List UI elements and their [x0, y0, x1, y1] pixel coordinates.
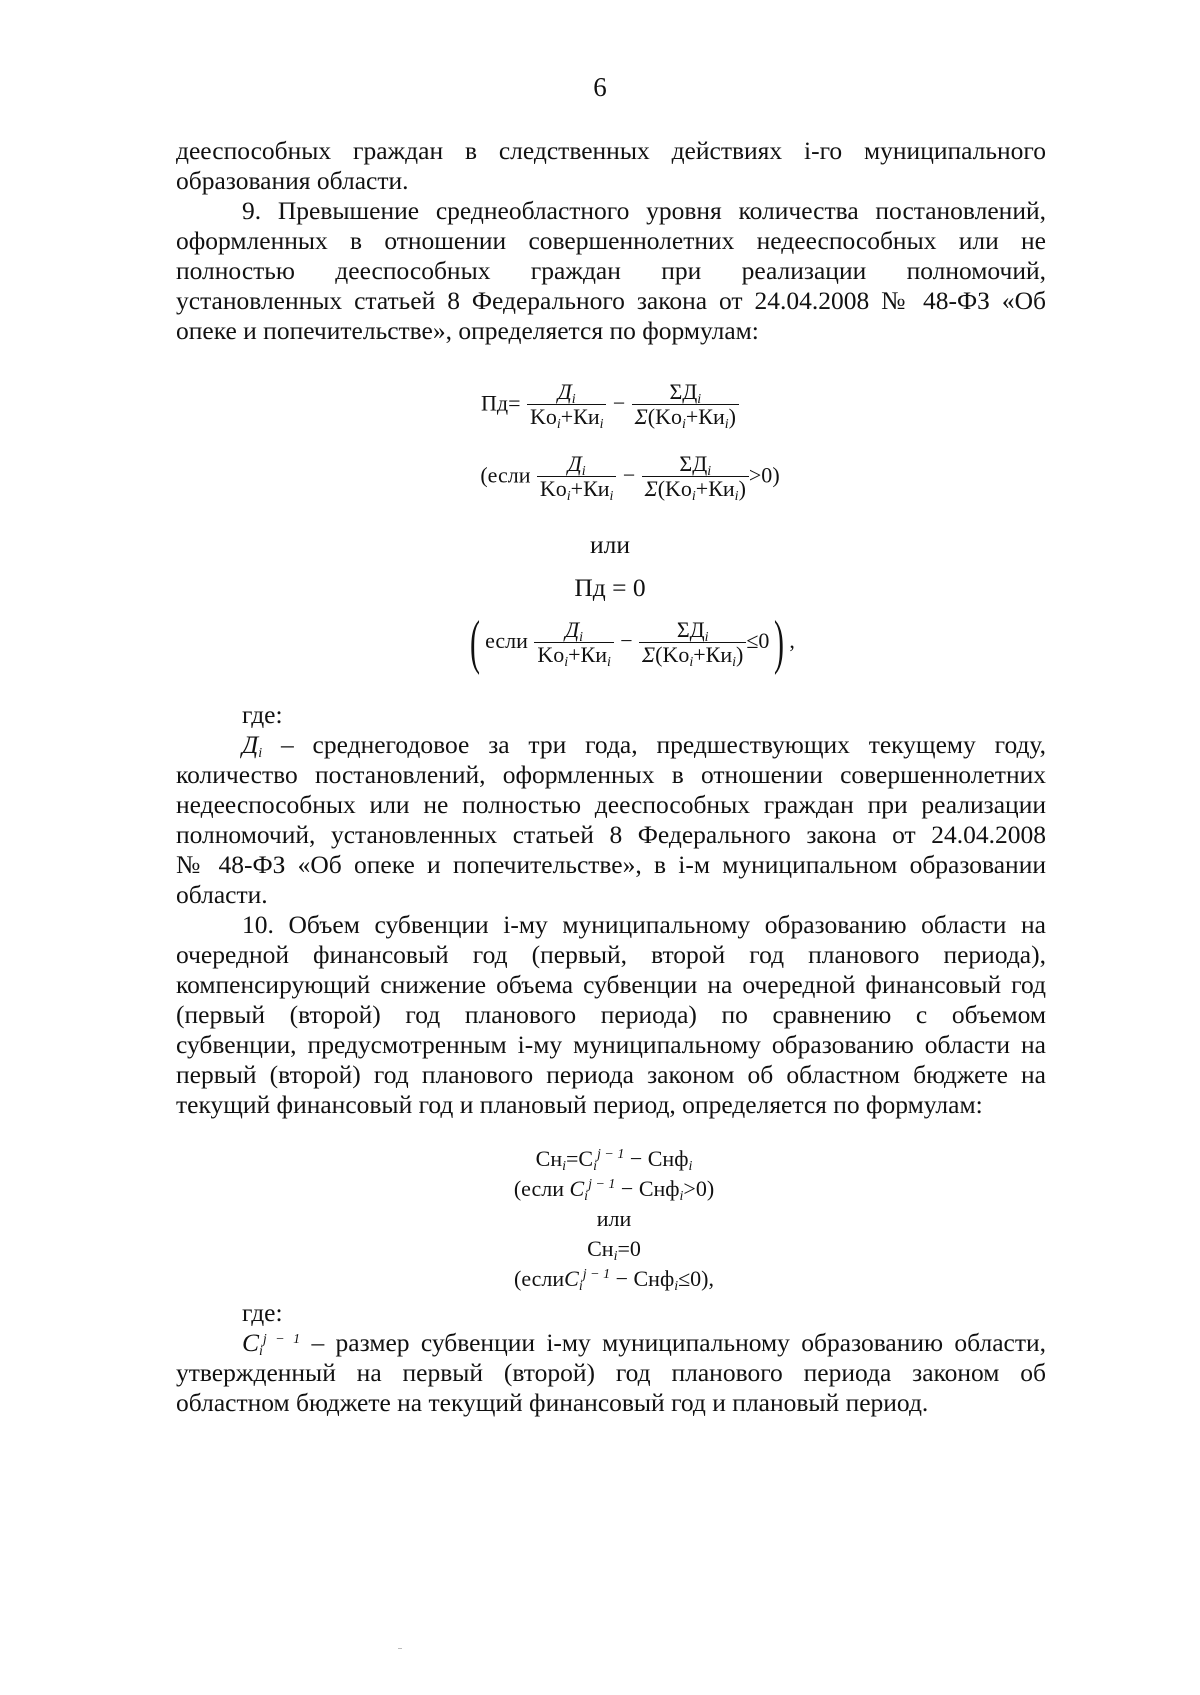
text-line: опеке и попечительстве», определяется по формулам:	[176, 316, 759, 345]
formula-symbol: Сн	[587, 1236, 614, 1261]
subscript: i	[579, 629, 584, 645]
formula-pd-zero: Пд = 0	[574, 573, 646, 602]
text-line: первый (второй) год планового периода законом об областном бюджете на	[176, 1060, 1046, 1089]
formula-symbol: =	[617, 1236, 630, 1261]
formula-symbol: +	[570, 476, 584, 501]
formula-symbol: ,	[789, 627, 795, 653]
text-line: 10. Объем субвенции i-му муниципальному образованию области на	[242, 910, 1046, 939]
subscript: i	[556, 417, 561, 432]
formula-symbol: Σ	[644, 476, 658, 501]
formula-symbol: Ки	[708, 476, 735, 501]
formula-symbol: C	[578, 1146, 594, 1171]
subscript: i	[258, 746, 263, 761]
formula-symbol: Пд	[481, 390, 509, 416]
paragraph-continuation	[176, 136, 1046, 196]
formula-symbol: )	[738, 476, 746, 501]
fraction	[642, 451, 749, 504]
formula-symbol: Ки	[573, 404, 600, 429]
formula-symbol: Σ	[676, 616, 690, 642]
formula-symbol: −	[629, 1146, 643, 1171]
formula-symbol: (	[655, 641, 663, 667]
formula-symbol: Ки	[583, 476, 610, 501]
text-line: образования области.	[176, 166, 409, 195]
subscript: i	[584, 1189, 589, 1204]
subscript: i	[689, 654, 694, 670]
subscript: i	[707, 464, 712, 479]
subscript: i	[606, 654, 611, 670]
text-line-content: – размер субвенции i-му муниципальному образованию области,	[311, 1328, 1047, 1357]
formula-symbol: >0)	[683, 1176, 715, 1201]
formula-symbol: Д	[557, 379, 572, 404]
formula-symbol: Д	[242, 730, 259, 759]
subscript: i	[732, 654, 736, 670]
subscript: i	[599, 417, 604, 432]
superscript: j − 1	[596, 1147, 625, 1162]
where-label: где:	[242, 700, 283, 729]
formula-symbol: Снф	[647, 1146, 689, 1171]
formula-symbol: Д	[565, 616, 580, 642]
formula-symbol: −	[620, 1176, 634, 1201]
text-line: полностью дееспособных граждан при реализации полномочий,	[176, 256, 1046, 285]
formula-symbol: Ки	[580, 641, 607, 667]
formula-symbol: −	[615, 1266, 628, 1291]
subscript: i	[688, 1159, 693, 1174]
definitions-2	[176, 1298, 1046, 1418]
formula-symbol: Σ	[679, 451, 693, 476]
fraction	[632, 379, 739, 432]
formula-symbol: Ки	[705, 641, 733, 667]
page-number: 6	[593, 72, 607, 102]
formula-symbol: −	[620, 627, 633, 653]
formula-cn-condition-positive	[14, 1174, 1200, 1204]
formula-or: или	[589, 530, 631, 559]
subscript: i	[564, 654, 569, 670]
subscript: i	[609, 489, 614, 504]
formula-symbol: C	[242, 1328, 260, 1357]
formula-pd-condition-positive	[30, 451, 1200, 504]
subscript: i	[571, 392, 576, 407]
subscript: i	[724, 417, 729, 432]
formula-symbol: Ko	[665, 476, 692, 501]
text-line: полномочий, установленных статьей 8 Федерального закона от 24.04.2008	[176, 820, 1046, 849]
formula-symbol: Ки	[698, 404, 725, 429]
formula-symbol: Снф	[638, 1176, 680, 1201]
text-line: дееспособных граждан в следственных действиях i-го муниципального	[176, 136, 1046, 165]
formula-symbol: Ko	[537, 641, 565, 667]
text-line-content: – среднегодовое за три года, предшествующих текущему году,	[280, 730, 1047, 759]
formula-symbol: +	[695, 476, 709, 501]
formula-symbol: +	[568, 641, 581, 667]
subscript: i	[578, 1279, 583, 1294]
text-line: количество постановлений, оформленных в отношении совершеннолетних	[176, 760, 1046, 789]
fraction	[534, 616, 614, 670]
subscript: i	[681, 417, 686, 432]
formula-symbol: Д	[682, 379, 698, 404]
subscript: i	[259, 1344, 263, 1359]
fraction	[527, 379, 607, 432]
formula-symbol: Σ	[634, 404, 648, 429]
formula-symbol: −	[612, 390, 626, 416]
text-line	[176, 730, 1046, 760]
subscript: i	[613, 1249, 618, 1264]
subscript: i	[691, 489, 696, 504]
formula-symbol: )	[772, 462, 780, 488]
text-line: 9. Превышение среднеобластного уровня количества постановлений,	[242, 196, 1046, 225]
formula-symbol: ≤0	[746, 627, 770, 653]
superscript: j − 1	[262, 1332, 301, 1347]
formula-symbol: 0	[629, 1236, 641, 1261]
fraction	[639, 616, 746, 670]
text-line: области.	[176, 880, 268, 909]
subscript: i	[734, 489, 739, 504]
text-line: установленных статьей 8 Федерального закона от 24.04.2008 № 48-ФЗ «Об	[176, 286, 1046, 315]
formula-symbol: Д	[689, 616, 705, 642]
formula-symbol: Σ	[642, 641, 656, 667]
text-line: текущий финансовый год и плановый период, определяется по формулам:	[176, 1090, 983, 1119]
formula-symbol: Σ	[669, 379, 683, 404]
formula-symbol: (если	[513, 1176, 564, 1201]
subscript: i	[674, 1279, 679, 1294]
formula-symbol: (если	[514, 1266, 565, 1291]
formula-pd-condition-nonpositive	[30, 609, 1200, 675]
scan-speck	[398, 1648, 402, 1649]
formula-cn	[14, 1144, 1200, 1174]
formula-symbol: Д	[567, 451, 582, 476]
formula-symbol: +	[560, 404, 574, 429]
formula-symbol: +	[693, 641, 706, 667]
formula-symbol: Снф	[633, 1266, 675, 1291]
formula-symbol: −	[622, 462, 636, 488]
text-line: компенсирующий снижение объема субвенции на очередной финансовый год	[176, 970, 1046, 999]
paragraph-10	[176, 910, 1046, 1120]
formula-symbol: если	[485, 627, 528, 653]
subscript: i	[704, 629, 709, 645]
formula-symbol: )	[735, 641, 744, 667]
subscript: i	[562, 1159, 566, 1174]
formula-cn-zero	[14, 1234, 1200, 1264]
formula-symbol: Ko	[529, 404, 557, 429]
formula-symbol: C	[564, 1266, 579, 1291]
superscript: j − 1	[588, 1177, 616, 1192]
formula-symbol: )	[728, 404, 736, 429]
formula-pd	[10, 379, 1200, 432]
text-line: недееспособных или не полностью дееспособных граждан при реализации	[176, 790, 1046, 819]
formula-symbol: >0	[748, 462, 773, 488]
formula-symbol: )	[774, 609, 785, 675]
text-line: субвенции, предусмотренным i-му муниципальному образованию области на	[176, 1030, 1046, 1059]
definitions-1	[176, 700, 1046, 910]
text-line: оформленных в отношении совершеннолетних недееспособных или не	[176, 226, 1046, 255]
formula-symbol: Ko	[539, 476, 567, 501]
subscript: i	[697, 392, 702, 407]
where-label: где:	[242, 1298, 283, 1327]
formula-symbol: +	[685, 404, 699, 429]
superscript: j − 1	[582, 1267, 611, 1282]
fraction	[537, 451, 617, 504]
subscript: i	[593, 1159, 597, 1174]
formula-symbol: C	[569, 1176, 585, 1201]
formula-symbol: (	[480, 462, 488, 488]
text-line: (первый (второй) год планового периода) по сравнению с объемом	[176, 1000, 1046, 1029]
formula-symbol: если	[487, 462, 531, 488]
text-line: областном бюджете на текущий финансовый год и плановый период.	[176, 1388, 929, 1417]
subscript: i	[566, 489, 571, 504]
formula-symbol: Ko	[655, 404, 682, 429]
formula-symbol: (	[470, 609, 481, 675]
formula-symbol: ≤0),	[678, 1266, 714, 1291]
formulas-cn	[14, 1144, 1200, 1294]
subscript: i	[581, 464, 586, 479]
text-line: очередной финансовый год (первый, второй год планового периода),	[176, 940, 1046, 969]
formula-cn-condition-nonpositive	[14, 1264, 1200, 1294]
formula-symbol: =	[508, 390, 521, 416]
subscript: i	[679, 1189, 684, 1204]
formula-symbol: (	[657, 476, 666, 501]
formula-or-2: или	[596, 1206, 632, 1231]
formula-symbol: Д	[692, 451, 708, 476]
formula-symbol: Сн	[535, 1146, 563, 1171]
formula-symbol: Ko	[662, 641, 690, 667]
paragraph-9	[176, 196, 1046, 346]
formula-symbol: (	[647, 404, 656, 429]
text-line	[176, 1328, 1046, 1358]
formula-symbol: =	[565, 1146, 579, 1171]
text-line: № 48-ФЗ «Об опеке и попечительстве», в i-м муниципальном образовании	[176, 850, 1046, 879]
text-line: утвержденный на первый (второй) год планового периода законом об	[176, 1358, 1046, 1387]
